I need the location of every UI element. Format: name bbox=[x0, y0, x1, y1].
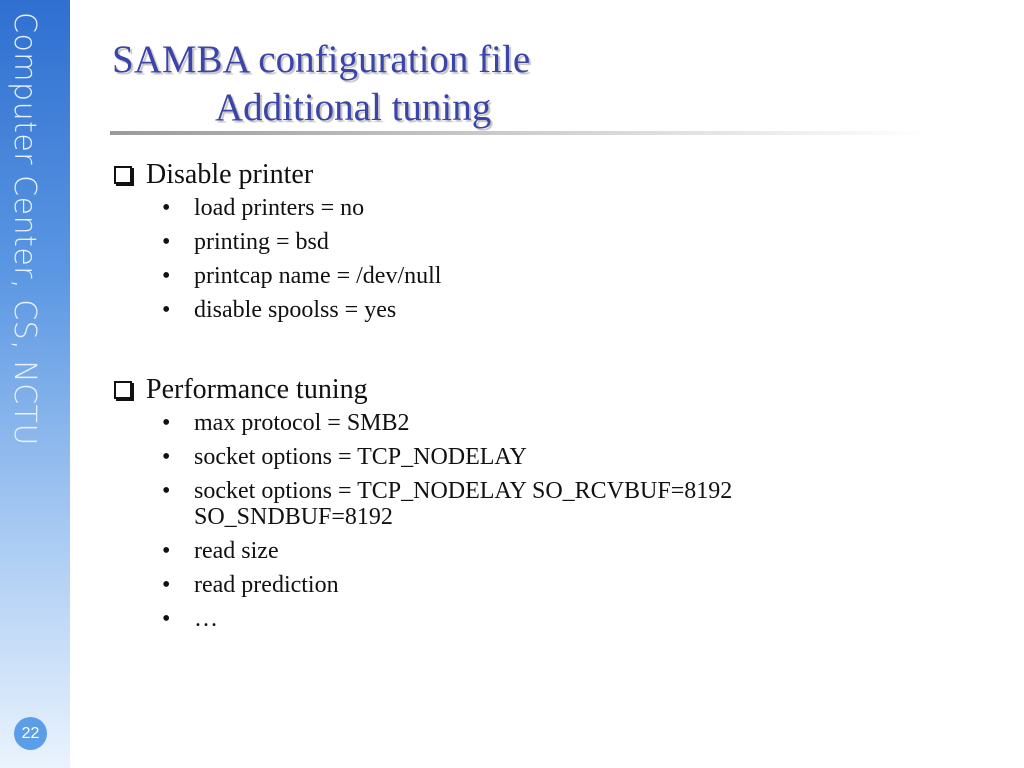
list-item-text: socket options = TCP_NODELAY bbox=[194, 444, 527, 470]
bullet-icon: • bbox=[162, 572, 171, 598]
bullet-icon: • bbox=[162, 478, 171, 504]
list-item bbox=[112, 478, 814, 530]
list-item bbox=[112, 263, 814, 289]
list-item-text: … bbox=[194, 606, 218, 632]
list-item bbox=[112, 606, 814, 632]
bullet-icon: • bbox=[162, 606, 171, 632]
sidebar bbox=[0, 0, 70, 768]
list-item bbox=[112, 572, 814, 598]
title-line-2: Additional tuning bbox=[215, 86, 492, 129]
list-item-text: socket options = TCP_NODELAY SO_RCVBUF=8192 SO_SNDBUF=8192 bbox=[194, 478, 733, 530]
section-heading-text: Disable printer bbox=[146, 159, 314, 190]
bullet-icon: • bbox=[162, 263, 171, 289]
list-item-text: max protocol = SMB2 bbox=[194, 410, 410, 436]
list-item bbox=[112, 444, 814, 470]
list-item-text: read prediction bbox=[194, 572, 339, 598]
sidebar-brand-text: Computer Center, CS, NCTU bbox=[7, 12, 42, 446]
checkbox-bullet-icon bbox=[114, 166, 132, 184]
section-disable-printer bbox=[112, 158, 814, 331]
bullet-icon: • bbox=[162, 410, 171, 436]
bullet-icon: • bbox=[162, 444, 171, 470]
section-performance-tuning bbox=[112, 373, 814, 640]
section-heading-text: Performance tuning bbox=[146, 374, 368, 405]
bullet-icon: • bbox=[162, 195, 171, 221]
list-item bbox=[112, 195, 814, 221]
checkbox-bullet-icon bbox=[114, 381, 132, 399]
bullet-list bbox=[112, 410, 814, 632]
page-number-badge: 22 bbox=[14, 717, 47, 750]
bullet-list bbox=[112, 195, 814, 323]
list-item bbox=[112, 297, 814, 323]
section-heading bbox=[112, 158, 814, 192]
list-item-text: disable spoolss = yes bbox=[194, 297, 397, 323]
list-item bbox=[112, 229, 814, 255]
list-item bbox=[112, 410, 814, 436]
title-line-1: SAMBA configuration file bbox=[112, 38, 531, 81]
slide-title bbox=[112, 36, 832, 132]
list-item bbox=[112, 538, 814, 564]
bullet-icon: • bbox=[162, 538, 171, 564]
list-item-text: printcap name = /dev/null bbox=[194, 263, 442, 289]
bullet-icon: • bbox=[162, 297, 171, 323]
list-item-text: read size bbox=[194, 538, 279, 564]
section-heading bbox=[112, 373, 814, 407]
title-divider bbox=[110, 131, 930, 135]
list-item-text: printing = bsd bbox=[194, 229, 329, 255]
bullet-icon: • bbox=[162, 229, 171, 255]
list-item-text: load printers = no bbox=[194, 195, 365, 221]
